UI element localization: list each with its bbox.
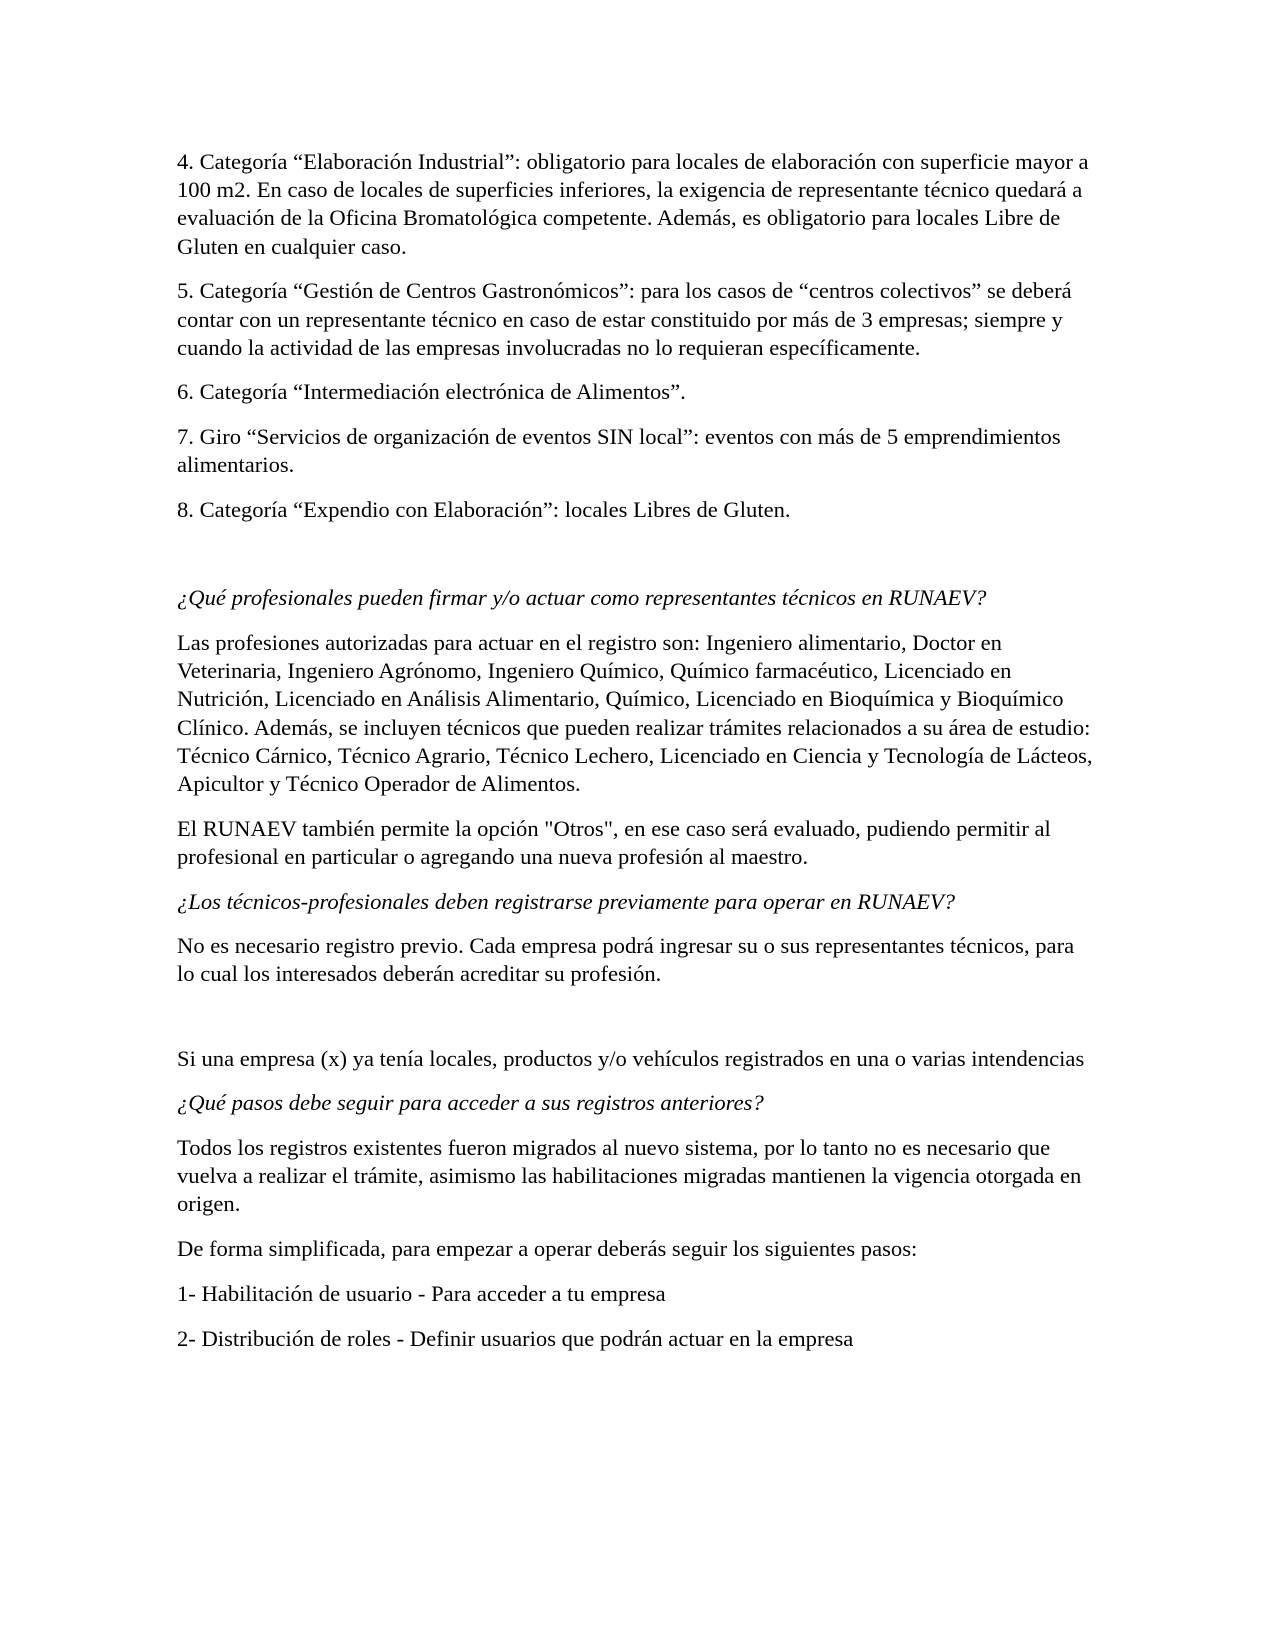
question-heading: ¿Qué pasos debe seguir para acceder a sus registros anteriores? <box>177 1090 764 1116</box>
list-item: 5. Categoría “Gestión de Centros Gastronómicos”: para los casos de “centros colectivos” se deberá contar con un representante técnico en caso de estar constituido por más de 3 empresas; siempre y cuando la actividad de las empresas involucradas no lo requieran específicamente. <box>177 278 1072 360</box>
answer-paragraph: No es necesario registro previo. Cada empresa podrá ingresar su o sus representantes técnicos, para lo cual los interesados deberán acreditar su profesión. <box>177 933 1075 987</box>
section-intro: Si una empresa (x) ya tenía locales, productos y/o vehículos registrados en una o varias intendencias <box>177 1045 1085 1071</box>
answer-paragraph: El RUNAEV también permite la opción "Otros", en ese caso será evaluado, pudiendo permitir al profesional en particular o agregando una nueva profesión al maestro. <box>177 815 1051 869</box>
list-item: 8. Categoría “Expendio con Elaboración”: locales Libres de Gluten. <box>177 497 791 523</box>
question-heading: ¿Los técnicos-profesionales deben registrarse previamente para operar en RUNAEV? <box>177 888 956 914</box>
step-item: 2- Distribución de roles - Definir usuarios que podrán actuar en la empresa <box>177 1325 854 1351</box>
answer-paragraph: De forma simplificada, para empezar a operar deberás seguir los siguientes pasos: <box>177 1236 918 1262</box>
list-item: 7. Giro “Servicios de organización de eventos SIN local”: eventos con más de 5 emprendimientos alimentarios. <box>177 424 1061 478</box>
step-item: 1- Habilitación de usuario - Para acceder a tu empresa <box>177 1280 666 1306</box>
list-item: 4. Categoría “Elaboración Industrial”: obligatorio para locales de elaboración con superficie mayor a 100 m2. En caso de locales de superficies inferiores, la exigencia de representante técnico quedará a evaluación de la Oficina Bromatológica competente. Además, es obligatorio para locales Libre de Gluten en cualquier caso. <box>177 149 1089 259</box>
list-item: 6. Categoría “Intermediación electrónica de Alimentos”. <box>177 379 686 405</box>
answer-paragraph: Todos los registros existentes fueron migrados al nuevo sistema, por lo tanto no es necesario que vuelva a realizar el trámite, asimismo las habilitaciones migradas mantienen la vigencia otorgada en origen. <box>177 1135 1082 1217</box>
document-page <box>177 148 1097 1369</box>
question-heading: ¿Qué profesionales pueden firmar y/o actuar como representantes técnicos en RUNAEV? <box>177 585 987 611</box>
answer-paragraph: Las profesiones autorizadas para actuar en el registro son: Ingeniero alimentario, Doctor en Veterinaria, Ingeniero Agrónomo, Ingeniero Químico, Químico farmacéutico, Licenciado en Nutrición, Licenciado en Análisis Alimentario, Químico, Licenciado en Bioquímica y Bioquímico Clínico. Además, se incluyen técnicos que pueden realizar trámites relacionados a su área de estudio: Técnico Cárnico, Técnico Agrario, Técnico Lechero, Licenciado en Ciencia y Tecnología de Lácteos, Apicultor y Técnico Operador de Alimentos. <box>177 629 1093 796</box>
